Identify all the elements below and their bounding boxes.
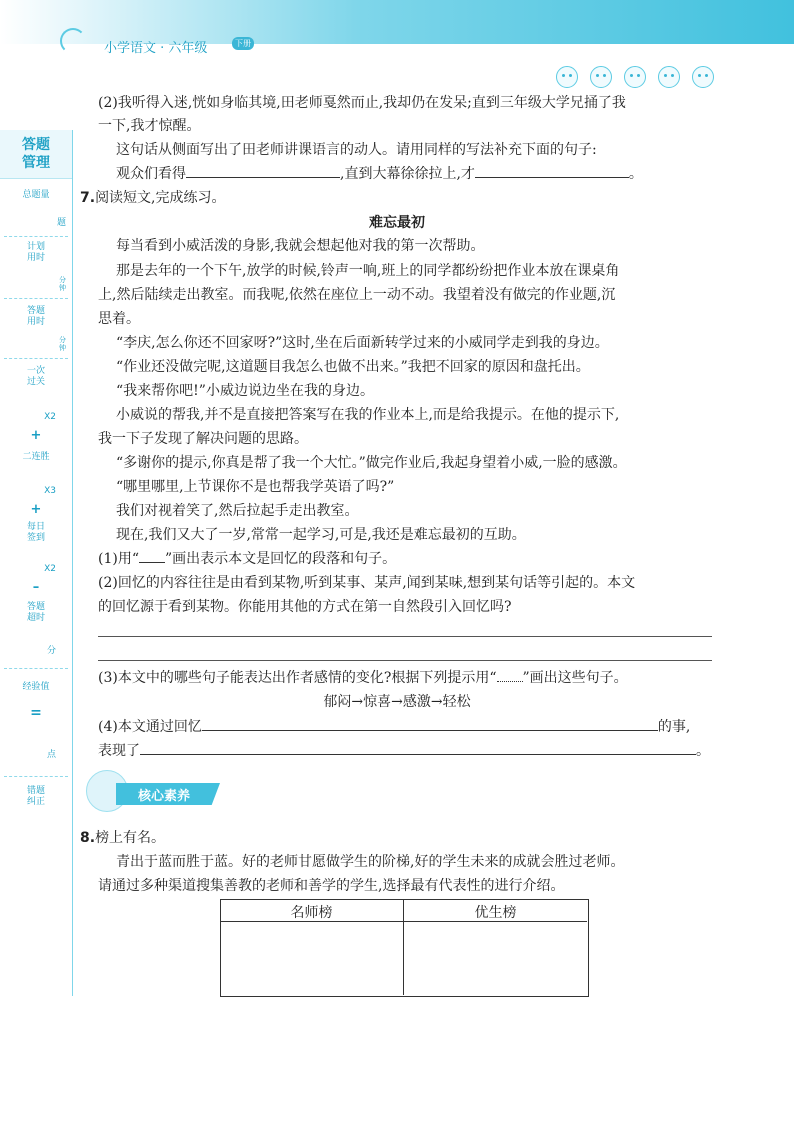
sidebar-error-correction: 错题 纠正 bbox=[26, 786, 45, 807]
q7-sub2-line1: (2)回忆的内容往往是由看到某物,听到某事、某声,闻到某味,想到某句话等引起的。本文 bbox=[98, 575, 636, 591]
passage-paragraph: 现在,我们又大了一岁,常常一起学习,可是,我还是难忘最初的互助。 bbox=[116, 527, 526, 543]
passage-title: 难忘最初 bbox=[369, 215, 425, 231]
passage-paragraph: 那是去年的一个下午,放学的时候,铃声一响,班上的同学都纷纷把作业本放在课桌角 bbox=[116, 263, 620, 279]
sidebar-points: 点 bbox=[46, 750, 56, 760]
passage-paragraph: 小威说的帮我,并不是直接把答案写在我的作业本上,而是给我提示。在他的提示下, bbox=[116, 407, 620, 423]
table-header-teachers: 名师榜 bbox=[290, 905, 333, 921]
sidebar-divider bbox=[4, 236, 68, 237]
sidebar-plus: + bbox=[30, 428, 42, 443]
sidebar-minus: – bbox=[32, 580, 40, 595]
sidebar-first-pass: 一次 过关 bbox=[26, 366, 45, 387]
wavy-line-symbol bbox=[497, 673, 523, 682]
sidebar-daily-checkin: 每日 签到 bbox=[26, 522, 45, 543]
core-literacy-label: 核心素养 bbox=[138, 789, 191, 804]
q6-instruction: 这句话从侧面写出了田老师讲课语言的动人。请用同样的写法补充下面的句子: bbox=[116, 142, 597, 158]
sidebar-multiplier: X2 bbox=[44, 564, 56, 574]
q7-sub4-line2: 表现了 。 bbox=[98, 740, 710, 761]
sidebar-plan-time: 计划 用时 bbox=[26, 242, 45, 263]
sidebar-multiplier: X3 bbox=[44, 486, 56, 496]
smiley-face-icon bbox=[624, 66, 646, 88]
smiley-face-icon bbox=[590, 66, 612, 88]
passage-paragraph: “哪里哪里,上节课你不是也帮我学英语了吗?” bbox=[116, 479, 395, 495]
volume-badge: 下册 bbox=[232, 37, 254, 50]
passage-paragraph: “作业还没做完呢,这道题目我怎么也做不出来。”我把不回家的原因和盘托出。 bbox=[116, 359, 590, 375]
sidebar-divider bbox=[4, 298, 68, 299]
sidebar-unit: 题 bbox=[56, 218, 66, 228]
smiley-face-icon bbox=[556, 66, 578, 88]
smiley-face-icon bbox=[692, 66, 714, 88]
sidebar-experience: 经验值 bbox=[22, 682, 50, 692]
page-header bbox=[0, 0, 794, 95]
sidebar-divider bbox=[4, 776, 68, 777]
q7-sub4-line1: (4)本文通过回忆 的事, bbox=[98, 716, 690, 737]
sidebar-total-questions: 总题量 bbox=[22, 190, 50, 200]
sidebar-unit: 分 钟 bbox=[59, 336, 66, 352]
sidebar-plus: + bbox=[30, 502, 42, 517]
passage-paragraph: 上,然后陆续走出教室。而我呢,依然在座位上一动不动。我望着没有做完的作业题,沉 bbox=[98, 287, 616, 303]
q7-number: 7. bbox=[80, 190, 96, 206]
sidebar-answer-time: 答题 用时 bbox=[26, 306, 45, 327]
teachers-answer-cell[interactable] bbox=[222, 923, 402, 993]
sidebar-unit: 分 钟 bbox=[59, 276, 66, 292]
q8-text-line2: 请通过多种渠道搜集善教的老师和善学的学生,选择最有代表性的进行介绍。 bbox=[98, 878, 565, 894]
emotion-hint: 郁闷→惊喜→感激→轻松 bbox=[323, 694, 471, 710]
answer-blank[interactable] bbox=[186, 163, 340, 178]
passage-paragraph: 我们对视着笑了,然后拉起手走出教室。 bbox=[116, 503, 359, 519]
sidebar-win-streak: 二连胜 bbox=[22, 452, 50, 462]
underline-symbol bbox=[139, 550, 165, 563]
passage-paragraph: 我一下子发现了解决问题的思路。 bbox=[98, 431, 308, 447]
passage-paragraph: “李庆,怎么你还不回家呀?”这时,坐在后面新转学过来的小威同学走到我的身边。 bbox=[116, 335, 609, 351]
book-title: 小学语文 · 六年级 bbox=[104, 41, 208, 56]
passage-paragraph: “多谢你的提示,你真是帮了我一个大忙。”做完作业后,我起身望着小威,一脸的感激。 bbox=[116, 455, 627, 471]
q7-sub1: (1)用“ ”画出表示本文是回忆的段落和句子。 bbox=[98, 551, 397, 567]
q7-prompt: 7.阅读短文,完成练习。 bbox=[80, 190, 226, 206]
answer-line[interactable] bbox=[98, 660, 712, 661]
sidebar-equals: = bbox=[30, 705, 42, 721]
q6-sub2-line2: 一下,我才惊醒。 bbox=[98, 118, 201, 134]
answer-line[interactable] bbox=[98, 636, 712, 637]
answer-blank[interactable] bbox=[140, 740, 696, 755]
passage-paragraph: “我来帮你吧!”小威边说边坐在我的身边。 bbox=[116, 383, 374, 399]
q6-fill-sentence: 观众们看得 ,直到大幕徐徐拉上,才 。 bbox=[116, 163, 643, 184]
smiley-face-icon bbox=[658, 66, 680, 88]
header-swirl-icon bbox=[60, 28, 86, 54]
answer-blank[interactable] bbox=[475, 163, 629, 178]
q8-number: 8. bbox=[80, 830, 96, 846]
sidebar-unit: 分 bbox=[46, 646, 56, 656]
sidebar-divider bbox=[4, 668, 68, 669]
sidebar-overtime: 答题 超时 bbox=[26, 602, 45, 623]
sidebar-heading: 答题 管理 bbox=[0, 130, 72, 179]
answer-blank[interactable] bbox=[202, 716, 658, 731]
q7-sub2-line2: 的回忆源于看到某物。你能用其他的方式在第一自然段引入回忆吗? bbox=[98, 599, 512, 615]
sidebar-multiplier: X2 bbox=[44, 412, 56, 422]
passage-paragraph: 思着。 bbox=[98, 311, 140, 327]
sidebar-divider bbox=[4, 358, 68, 359]
q8-prompt: 8.榜上有名。 bbox=[80, 830, 166, 846]
q7-sub3: (3)本文中的哪些句子能表达出作者感情的变化?根据下列提示用“ ”画出这些句子。 bbox=[98, 670, 628, 686]
q6-sub2-line1: (2)我听得入迷,恍如身临其境,田老师戛然而止,我却仍在发呆;直到三年级大学兄捅了我 bbox=[98, 95, 626, 111]
passage-paragraph: 每当看到小威活泼的身影,我就会想起他对我的第一次帮助。 bbox=[116, 238, 485, 254]
q8-text-line1: 青出于蓝而胜于蓝。好的老师甘愿做学生的阶梯,好的学生未来的成就会胜过老师。 bbox=[116, 854, 625, 870]
table-header-students: 优生榜 bbox=[474, 905, 517, 921]
students-answer-cell[interactable] bbox=[405, 923, 585, 993]
core-literacy-banner bbox=[86, 770, 226, 814]
